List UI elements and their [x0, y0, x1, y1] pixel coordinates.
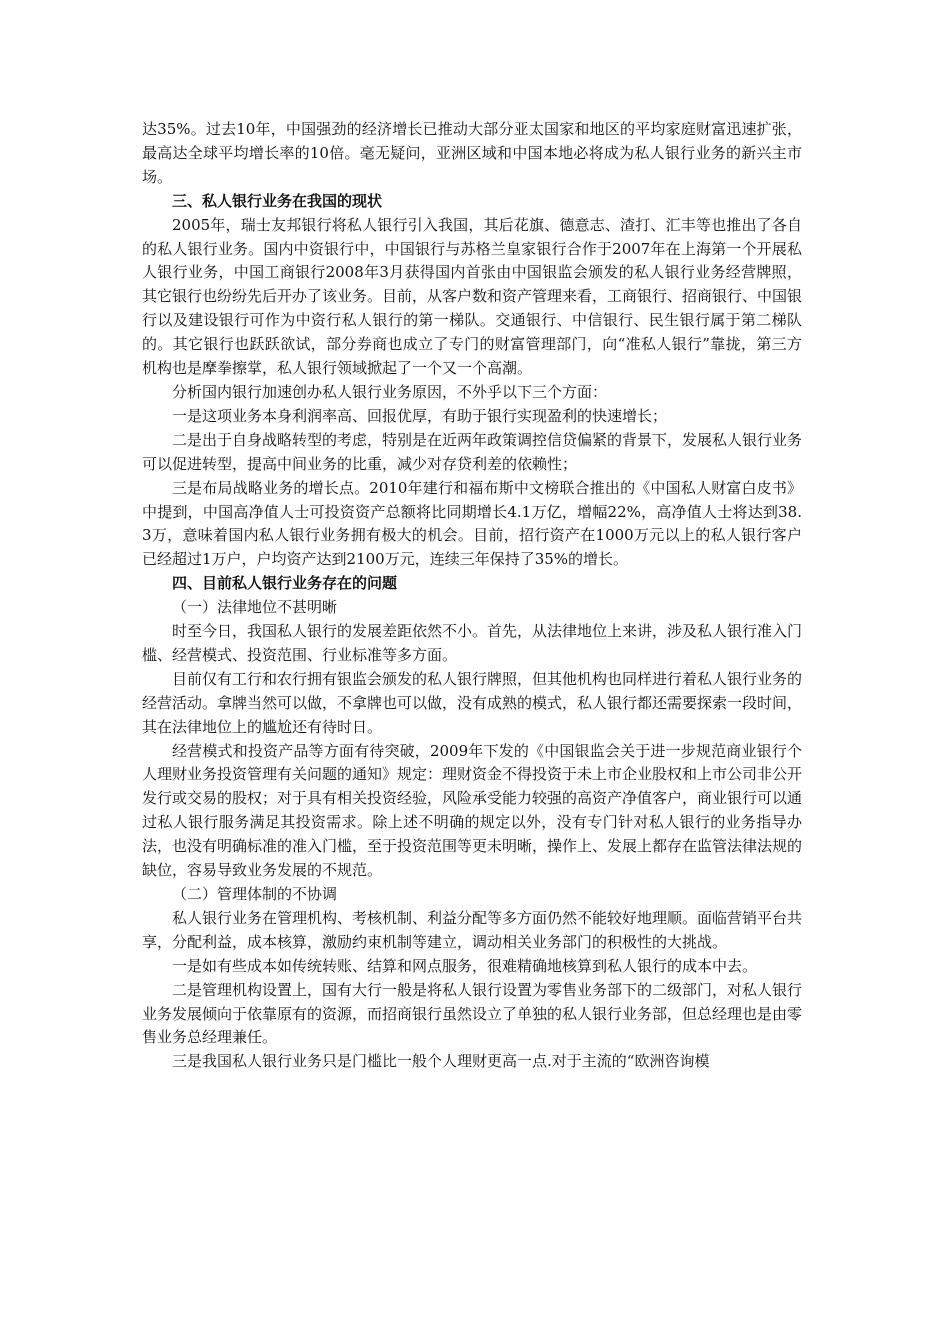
subsection-heading-1: （一）法律地位不甚明晰: [172, 598, 338, 617]
paragraph-cut-off: 三是我国私人银行业务只是门槛比一般个人理财更高一点.对于主流的“欧洲咨询模: [172, 1052, 710, 1071]
paragraph: 分析国内银行加速创办私人银行业务原因，不外乎以下三个方面：: [172, 382, 608, 401]
paragraph: 2005年，瑞士友邦银行将私人银行引入我国，其后花旗、德意志、渣打、汇丰等也推出了各自的私人银行业务。国内中资银行中，中国银行与苏格兰皇家银行合作于2007年在上海第一个开展私人银行业务，中国工商银行2008年3月获得国内首张由中国银监会颁发的私人银行业务经营牌照，其它银行也纷纷先后开办了该业务。目前，从客户数和资产管理来看，工商银行、招商银行、中国银行以及建设银行可作为中资行私人银行的第一梯队。交通银行、中信银行、民生银行属于第二梯队的。其它银行也跃跃欲试，部分券商也成立了专门的财富管理部门，向“准私人银行”靠拢，第三方机构也是摩拳擦掌，私人银行领域掀起了一个又一个高潮。: [142, 215, 803, 378]
paragraph: 时至今日，我国私人银行的发展差距依然不小。首先，从法律地位上来讲，涉及私人银行准入门槛、经营模式、投资范围、行业标准等多方面。: [142, 622, 803, 664]
section-heading-4: 四、目前私人银行业务存在的问题: [172, 574, 398, 593]
paragraph: 三是布局战略业务的增长点。2010年建行和福布斯中文榜联合推出的《中国私人财富白皮书》中提到，中国高净值人士可投资资产总额将比同期增长4.1万亿，增幅22%，高净值人士将达到38.3万，意味着国内私人银行业务拥有极大的机会。目前，招行资产在1000万元以上的私人银行客户已经超过1万户，户均资产达到2100万元，连续三年保持了35%的增长。: [142, 478, 802, 569]
paragraph: 一是如有些成本如传统转账、结算和网点服务，很难精确地核算到私人银行的成本中去。: [172, 956, 758, 975]
paragraph: 一是这项业务本身利润率高、回报优厚，有助于银行实现盈利的快速增长；: [172, 406, 668, 425]
section-heading-3: 三、私人银行业务在我国的现状: [172, 191, 383, 210]
subsection-heading-2: （二）管理体制的不协调: [172, 885, 338, 903]
paragraph: 私人银行业务在管理机构、考核机制、利益分配等多方面仍然不能较好地理顺。面临营销平台共享，分配利益，成本核算，激励约束机制等建立，调动相关业务部门的积极性的大挑战。: [142, 908, 803, 951]
paragraph: 经营模式和投资产品等方面有待突破，2009年下发的《中国银监会关于进一步规范商业银行个人理财业务投资管理有关问题的通知》规定：理财资金不得投资于未上市企业股权和上市公司非公开发行或交易的股权；对于具有相关投资经验，风险承受能力较强的高资产净值客户，商业银行可以通过私人银行服务满足其投资需求。除上述不明确的规定以外，没有专门针对私人银行的业务指导办法，也没有明确标准的准入门槛，至于投资范围等更未明晰，操作上、发展上都存在监管法律法规的缺位，容易导致业务发展的不规范。: [142, 741, 803, 880]
document-page: [142, 118, 802, 1074]
paragraph: 目前仅有工行和农行拥有银监会颁发的私人银行牌照，但其他机构也同样进行着私人银行业务的经营活动。拿牌当然可以做，不拿牌也可以做，没有成熟的模式，私人银行都还需要探索一段时间，其在法律地位上的尴尬还有待时日。: [142, 669, 803, 736]
paragraph: 二是出于自身战略转型的考虑，特别是在近两年政策调控信贷偏紧的背景下，发展私人银行业务可以促进转型，提高中间业务的比重，减少对存贷利差的依赖性；: [142, 430, 803, 473]
paragraph: 二是管理机构设置上，国有大行一般是将私人银行设置为零售业务部下的二级部门，对私人银行业务发展倾向于依靠原有的资源，而招商银行虽然设立了单独的私人银行业务部，但总经理也是由零售业务总经理兼任。: [142, 980, 803, 1047]
paragraph-continued: 达35%。过去10年，中国强劲的经济增长已推动大部分亚太国家和地区的平均家庭财富迅速扩张，最高达全球平均增长率的10倍。毫无疑问，亚洲区域和中国本地必将成为私人银行业务的新兴主市场。: [142, 120, 802, 186]
